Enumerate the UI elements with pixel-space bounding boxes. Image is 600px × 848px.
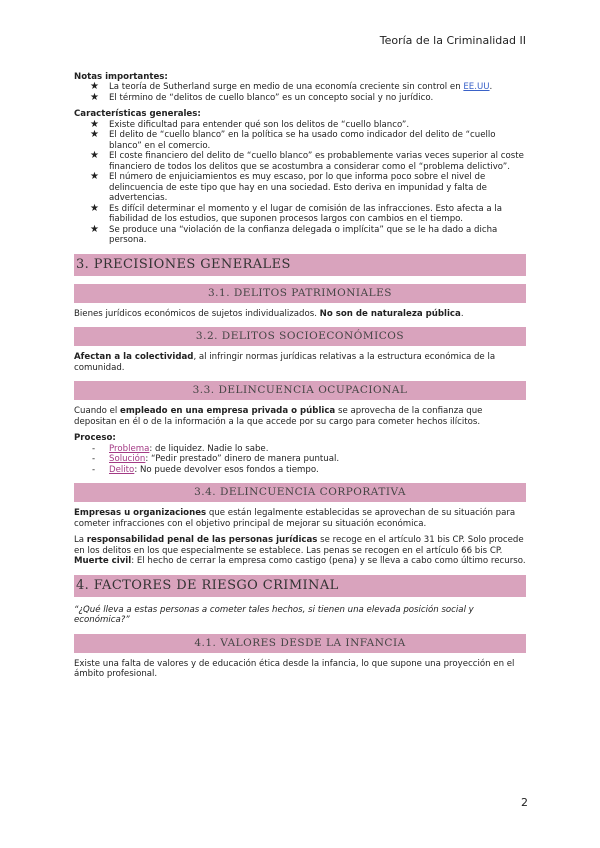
section-3-heading: 3. PRECISIONES GENERALES [74, 254, 526, 276]
section-3-2-heading: 3.2. DELITOS SOCIOECONÓMICOS [74, 327, 526, 346]
section-3-4-p3: Muerte civil: El hecho de cerrar la empresa como castigo (pena) y se lleva a cabo como último recurso. [74, 556, 526, 567]
section-3-3-heading: 3.3. DELINCUENCIA OCUPACIONAL [74, 381, 526, 400]
eeuu-link[interactable]: EE.UU [463, 82, 490, 93]
page-content [74, 72, 526, 685]
section-3-4-heading: 3.4. DELINCUENCIA CORPORATIVA [74, 483, 526, 502]
caracteristicas-list [84, 120, 526, 246]
star-bullet-icon: ★ [90, 129, 99, 141]
section-3-4-p2: La responsabilidad penal de las personas jurídicas se recoge en el artículo 31 bis CP. Solo procede en los delitos en los que especialmente se establece. Las penas se recogen en el artículo 66 bis CP. [74, 535, 524, 556]
section-3-1-text: Bienes jurídicos económicos de sujetos individualizados. No son de naturaleza pública. [74, 308, 464, 319]
star-bullet-icon: ★ [90, 150, 99, 162]
section-3-2-text: Afectan a la colectividad, al infringir normas jurídicas relativas a la estructura económica de la comunidad. [74, 352, 496, 373]
list-item: ★ El número de enjuiciamientos es muy escaso, por lo que informa poco sobre el nivel de delincuencia de este tipo que hay en una sociedad. Esto deriva en impunidad y falta de advertencias. [90, 171, 487, 204]
solucion-link[interactable]: Solución [109, 454, 146, 465]
section-4-heading: 4. FACTORES DE RIESGO CRIMINAL [74, 575, 526, 597]
notas-title: Notas importantes: [74, 72, 168, 82]
list-item: ★ Es difícil determinar el momento y el lugar de comisión de las infracciones. Esto afecta a la fiabilidad de los estudios, que suponen procesos largos con cambios en el tiempo. [90, 202, 503, 225]
star-bullet-icon: ★ [90, 91, 99, 103]
proceso-title: Proceso: [74, 433, 116, 444]
list-item: - Delito: No puede devolver esos fondos a tiempo. [92, 464, 319, 475]
section-4-quote: “¿Qué lleva a estas personas a cometer tales hechos, si tienen una elevada posición social y económica?” [74, 604, 474, 626]
section-4-1-text: Existe una falta de valores y de educación ética desde la infancia, lo que supone una proyección en el ámbito profesional. [74, 658, 515, 679]
star-bullet-icon: ★ [90, 171, 99, 183]
proceso-list [84, 444, 526, 475]
section-3-1-heading: 3.1. DELITOS PATRIMONIALES [74, 284, 526, 303]
list-item: - Solución: “Pedir prestado” dinero de manera puntual. [92, 454, 340, 465]
star-bullet-icon: ★ [90, 81, 99, 93]
section-3-3-text: Cuando el empleado en una empresa privada o pública se aprovecha de la confianza que depositan en él o de la información a la que accede por su cargo para cometer hechos ilícitos. [74, 406, 483, 427]
problema-link[interactable]: Problema [109, 443, 150, 454]
page-number: 2 [521, 796, 528, 809]
list-item: ★ La teoría de Sutherland surge en medio de una economía creciente sin control en EE.UU. [90, 81, 493, 93]
list-item: ★ El término de “delitos de cuello blanco” es un concepto social y no jurídico. [90, 91, 434, 103]
list-item: ★ El delito de “cuello blanco” en la política se ha usado como indicador del delito de “cuello blanco” en el comercio. [90, 129, 496, 151]
list-item: ★ Existe dificultad para entender qué son los delitos de “cuello blanco”. [90, 118, 410, 130]
header-title: Teoría de la Criminalidad II [379, 34, 526, 47]
list-item: ★ El coste financiero del delito de “cuello blanco” es probablemente varias veces superior al coste financiero de todos los delitos que se acostumbra a considerar como el “problema delictivo”. [90, 150, 524, 172]
star-bullet-icon: ★ [90, 118, 99, 130]
section-4-1-heading: 4.1. VALORES DESDE LA INFANCIA [74, 634, 526, 653]
list-item: - Problema: de liquidez. Nadie lo sabe. [92, 443, 269, 454]
star-bullet-icon: ★ [90, 223, 99, 235]
caracteristicas-title: Características generales: [74, 109, 201, 120]
list-item: ★ Se produce una “violación de la confianza delegada o implícita” que se le ha dado a dicha persona. [90, 223, 498, 246]
delito-link[interactable]: Delito [109, 464, 135, 475]
section-3-4-p1: Empresas u organizaciones que están legalmente establecidas se aprovechan de su situación para cometer infracciones con el objetivo principal de mejorar su situación económica. [74, 508, 516, 529]
star-bullet-icon: ★ [90, 202, 99, 214]
notas-list [84, 82, 526, 103]
